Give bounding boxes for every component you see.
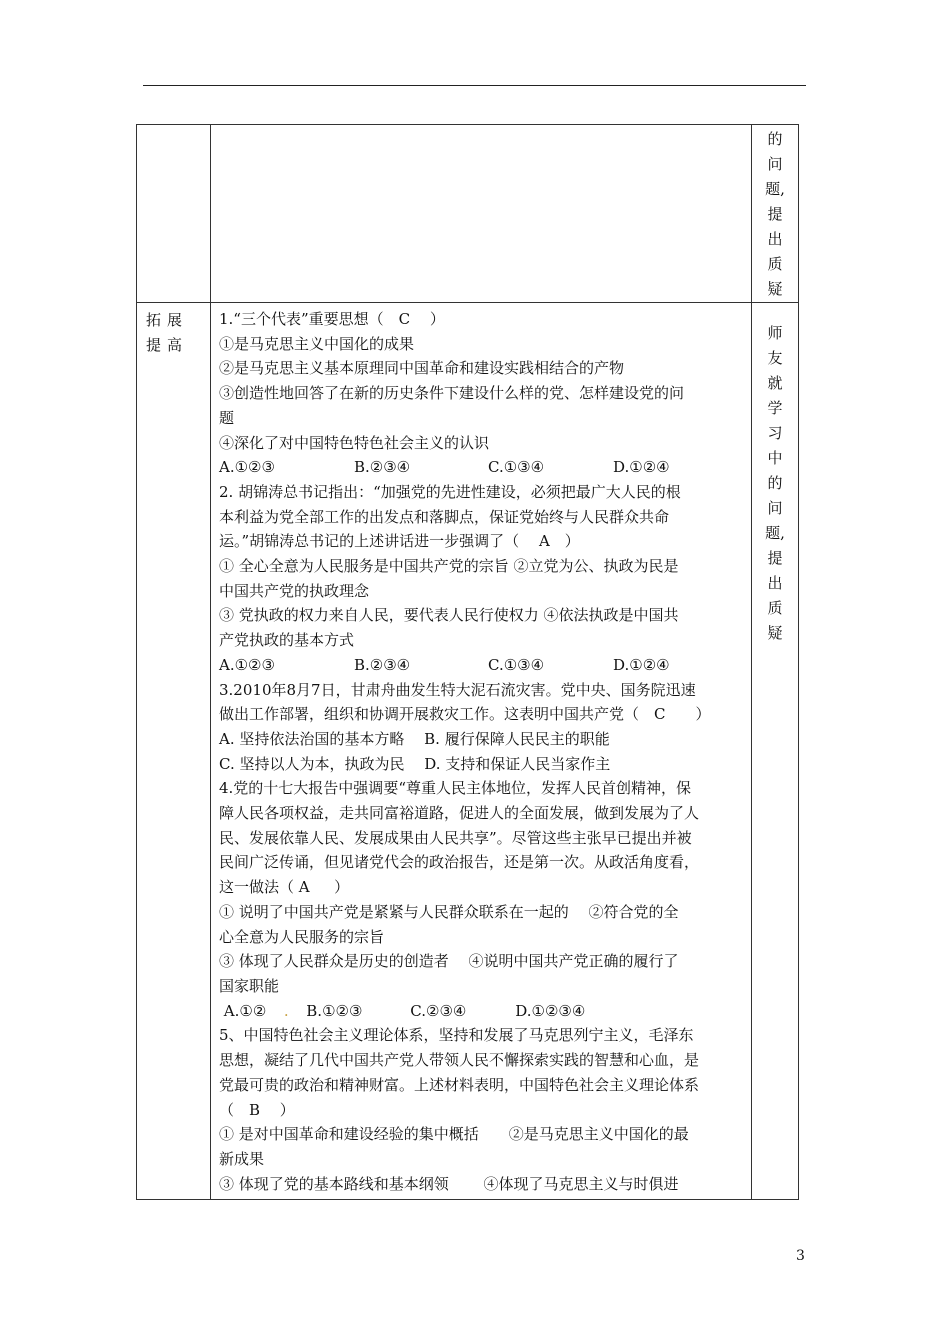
side-char: 的 [767, 130, 783, 148]
q3-line: 做出工作部署，组织和协调开展救灾工作。这表明中国共产党（ C ） [219, 705, 711, 724]
header-rule [143, 85, 806, 86]
row2-side-cell [752, 303, 799, 1200]
row1-side-cell [752, 125, 799, 303]
side-char: 质 [767, 255, 783, 273]
row2-side-text [752, 303, 798, 646]
q4-options [219, 999, 747, 1024]
side-char: 提 [767, 205, 783, 223]
option: B.②③④ [354, 458, 411, 477]
q5-line: 党最可贵的政治和精神财富。上述材料表明，中国特色社会主义理论体系 [219, 1075, 700, 1094]
section-label: 拓展提高 [146, 311, 189, 354]
side-char: 中 [767, 449, 783, 467]
option: D.①②④ [613, 655, 670, 674]
q2-line: 运。”胡锦涛总书记的上述讲话进一步强调了（ A ） [219, 532, 580, 551]
q4-line: 民间广泛传诵，但见诸党代会的政治报告，还是第一次。从政活角度看， [219, 853, 700, 872]
side-char: 习 [767, 424, 783, 442]
option: C.②③④ [410, 1001, 467, 1020]
q2-line: 2. 胡锦涛总书记指出：“加强党的先进性建设，必须把最广大人民的根 [219, 482, 681, 501]
q5-line: 5、中国特色社会主义理论体系，坚持和发展了马克思列宁主义，毛泽东 [219, 1026, 694, 1045]
table-row [137, 303, 799, 1200]
question-list [211, 303, 751, 1196]
side-char: 的 [767, 474, 783, 492]
row1-label-cell [137, 125, 211, 303]
q2-line: ① 全心全意为人民服务是中国共产党的宗旨 ②立党为公、执政为民是 [219, 557, 679, 576]
q5-line: 思想，凝结了几代中国共产党人带领人民不懈探索实践的智慧和心血，是 [219, 1051, 700, 1070]
q2-line: 中国共产党的执政理念 [219, 581, 370, 600]
option: A.①②③ [219, 655, 275, 674]
option: C.①③④ [488, 655, 545, 674]
lesson-table [136, 124, 799, 1200]
option: A.①② [223, 1001, 267, 1020]
q4-line: 4.党的十七大报告中强调要“尊重人民主体地位，发挥人民首创精神，保 [219, 779, 691, 798]
q3-line: 3.2010年8月7日，甘肃舟曲发生特大泥石流灾害。党中央、国务院迅速 [219, 680, 696, 699]
q1-line: ④深化了对中国特色特色社会主义的认识 [219, 433, 490, 452]
option: B.②③④ [354, 655, 411, 674]
q5-line: ③ 体现了党的基本路线和基本纲领 ④体现了马克思主义与时俱进 [219, 1174, 679, 1193]
side-char: 提 [767, 549, 783, 567]
option: C.①③④ [488, 458, 545, 477]
q4-line: 障人民各项权益，走共同富裕道路，促进人的全面发展，做到发展为了人 [219, 804, 700, 823]
side-char: 出 [767, 230, 783, 248]
side-char: 题, [765, 524, 785, 542]
q2-line: ③ 党执政的权力来自人民，要代表人民行使权力 ④依法执政是中国共 [219, 606, 679, 625]
row2-content-cell [211, 303, 752, 1200]
q1-line: ①是马克思主义中国化的成果 [219, 334, 415, 353]
q4-line: 民、发展依靠人民、发展成果由人民共享”。尽管这些主张早已提出并被 [219, 828, 692, 847]
q5-line: ① 是对中国革命和建设经验的集中概括 ②是马克思主义中国化的最 [219, 1125, 689, 1144]
q4-line: ① 说明了中国共产党是紧紧与人民群众联系在一起的 ②符合党的全 [219, 902, 679, 921]
q1-line: ③创造性地回答了在新的历史条件下建设什么样的党、怎样建设党的问 [219, 384, 685, 403]
q5-line: （ B ） [219, 1100, 295, 1119]
q4-line: 心全意为人民服务的宗旨 [219, 927, 385, 946]
option: D.①②③④ [515, 1001, 586, 1020]
side-char: 就 [767, 374, 783, 392]
option: B.①②③ [306, 1001, 363, 1020]
side-char: 质 [767, 599, 783, 617]
q5-line: 新成果 [219, 1149, 265, 1168]
option: A.①②③ [219, 458, 275, 477]
side-char: 出 [767, 574, 783, 592]
q1-line: 题 [219, 408, 235, 427]
q2-options [219, 653, 747, 678]
side-char: 疑 [767, 280, 783, 298]
row2-label-cell [137, 303, 211, 1200]
q3-line: A. 坚持依法治国的基本方略 B. 履行保障人民民主的职能 [219, 729, 610, 748]
table-row [137, 125, 799, 303]
option: D.①②④ [613, 458, 670, 477]
side-char: 师 [767, 324, 783, 342]
page-number: 3 [796, 1248, 805, 1264]
q4-line: 国家职能 [219, 976, 280, 995]
side-char: 学 [767, 399, 783, 417]
q4-line: ③ 体现了人民群众是历史的创造者 ④说明中国共产党正确的履行了 [219, 952, 679, 971]
q4-line: 这一做法（ A ） [219, 878, 350, 897]
q1-options [219, 455, 747, 480]
q3-line: C. 坚持以人为本，执政为民 D. 支持和保证人民当家作主 [219, 754, 611, 773]
q2-line: 产党执政的基本方式 [219, 631, 355, 650]
stray-dot: . [283, 1001, 289, 1020]
side-char: 友 [767, 349, 783, 367]
side-char: 问 [767, 499, 783, 517]
side-char: 问 [767, 155, 783, 173]
q1-stem: 1.“三个代表”重要思想（ C ） [219, 310, 445, 328]
side-char: 疑 [767, 624, 783, 642]
q1-line: ②是马克思主义基本原理同中国革命和建设实践相结合的产物 [219, 359, 625, 378]
row1-side-text [752, 125, 798, 302]
q2-line: 本利益为党全部工作的出发点和落脚点，保证党始终与人民群众共命 [219, 507, 670, 526]
row1-content-cell [211, 125, 752, 303]
side-char: 题, [765, 180, 785, 198]
